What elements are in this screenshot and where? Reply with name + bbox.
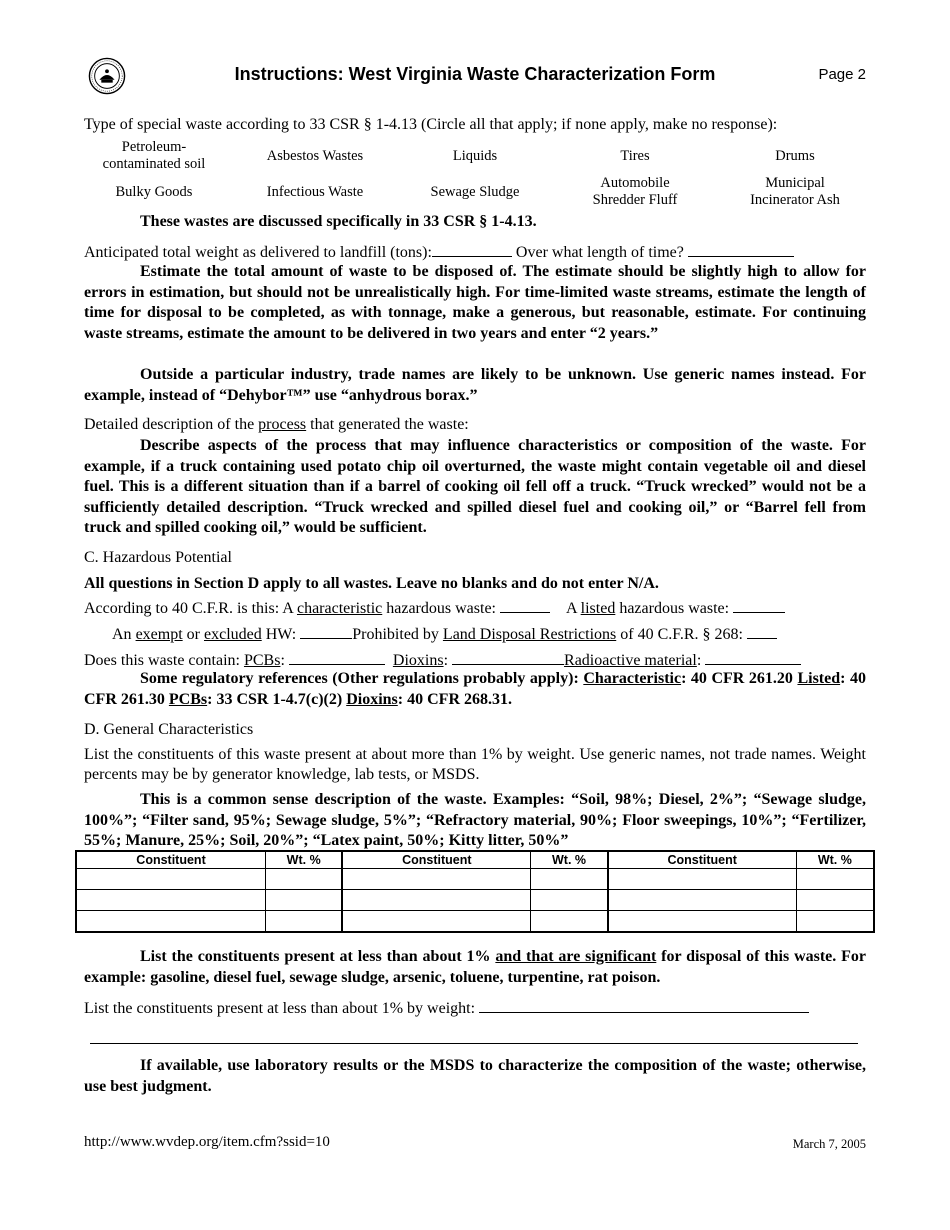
listed-field[interactable] (733, 598, 785, 613)
weight-cell[interactable] (266, 869, 343, 890)
section-c-heading: C. Hazardous Potential (84, 549, 232, 566)
below-one-percent-line: List the constituents present at less than about 1% by weight: (84, 998, 809, 1019)
section-d-heading: D. General Characteristics (84, 721, 254, 738)
constituent-table (75, 850, 875, 933)
weight-line (84, 242, 874, 263)
special-waste-option[interactable]: Liquids (452, 148, 498, 164)
exempt-field[interactable] (300, 624, 352, 639)
constituent-cell[interactable] (342, 911, 531, 933)
weight-cell[interactable] (266, 890, 343, 911)
ldr-field[interactable] (747, 624, 777, 639)
column-header: Wt. % (266, 851, 343, 869)
table-row (76, 890, 874, 911)
special-waste-option[interactable]: Asbestos Wastes (266, 148, 364, 164)
time-field[interactable] (688, 242, 794, 257)
page-number: Page 2 (818, 66, 866, 83)
constituent-cell[interactable] (608, 890, 797, 911)
special-waste-option[interactable]: Tires (620, 148, 650, 164)
hazardous-question-2: An exempt or excluded HW: Prohibited by Land Disposal Restrictions of 40 C.F.R. § 268: (112, 624, 777, 645)
weight-instructions: Estimate the total amount of waste to be disposed of. The estimate should be slightly high to allow for errors in estimation, but should not be unrealistically high. For time-limited waste streams, estimate the length of time for disposal to be completed, as with tonnage, make a generous, but reasonable, estimate. For continuing waste streams, estimate the amount to be delivered in two years and enter “2 years.” (84, 263, 866, 342)
dioxins-field[interactable] (452, 650, 564, 665)
special-waste-option[interactable]: Automobile Shredder Fluff (592, 175, 678, 208)
final-instructions: If available, use laboratory results or the MSDS to characterize the composition of the waste; otherwise, use best judgment. (84, 1057, 866, 1095)
process-label: Detailed description of the process that generated the waste: (84, 416, 469, 433)
trade-name-instructions: Outside a particular industry, trade names are likely to be unknown. Use generic names instead. For example, instead of “Dehybor™” use “anhydrous borax.” (84, 366, 866, 404)
footer-date: March 7, 2005 (792, 1137, 866, 1151)
special-waste-note: These wastes are discussed specifically in 33 CSR § 1-4.13. (140, 213, 537, 230)
pcbs-field[interactable] (289, 650, 385, 665)
regulatory-references: Some regulatory references (Other regulations probably apply): Characteristic: 40 CFR 261.20 Listed: 40 CFR 261.30 PCBs: 33 CSR 1-4.7(c)(2) Dioxins: 40 CFR 268.31. (84, 670, 866, 708)
special-waste-option[interactable]: Petroleum- contaminated soil (102, 139, 206, 172)
column-header: Constituent (342, 851, 531, 869)
table-header-row (76, 851, 874, 869)
weight-cell[interactable] (531, 890, 608, 911)
constituent-cell[interactable] (76, 890, 266, 911)
weight-label: Anticipated total weight as delivered to landfill (tons): (84, 244, 432, 261)
special-waste-option[interactable]: Drums (775, 148, 815, 164)
weight-cell[interactable] (796, 911, 874, 933)
special-waste-option[interactable]: Bulky Goods (115, 184, 193, 200)
constituent-cell[interactable] (342, 869, 531, 890)
characteristic-field[interactable] (500, 598, 550, 613)
contains-question: Does this waste contain: PCBs: Dioxins: Radioactive material: (84, 650, 801, 671)
weight-cell[interactable] (796, 869, 874, 890)
column-header: Wt. % (531, 851, 608, 869)
section-d-instructions: This is a common sense description of the waste. Examples: “Soil, 98%; Diesel, 2%”; “Sewage sludge, 100%”; “Filter sand, 95%; Sewage sludge, 5%”; “Refractory material, 90%; Floor sweepings, 10%”; “Fertilizer, 55%; Manure, 25%; Soil, 20%”; “Latex paint, 50%; Kitty litter, 50%” (84, 791, 866, 849)
radioactive-field[interactable] (705, 650, 801, 665)
special-waste-option[interactable]: Infectious Waste (266, 184, 364, 200)
below-one-percent-field-line2[interactable] (90, 1043, 858, 1044)
process-instructions: Describe aspects of the process that may influence characteristics or composition of the waste. For example, if a truck containing used potato chip oil overturned, the waste might contain vegetable oil and diesel fuel. This is a different situation than if a barrel of cooking oil fell off a truck. “Truck wrecked” would not be a sufficiently detailed description. “Truck wrecked and spilled diesel fuel and cooking oil,” or “Barrel fell from truck and spilled cooking oil,” would be sufficient. (84, 437, 866, 536)
constituent-cell[interactable] (608, 869, 797, 890)
column-header: Wt. % (796, 851, 874, 869)
special-waste-option[interactable]: Municipal Incinerator Ash (750, 175, 840, 208)
section-c-note: All questions in Section D apply to all wastes. Leave no blanks and do not enter N/A. (84, 575, 659, 592)
special-waste-prompt: Type of special waste according to 33 CSR § 1-4.13 (Circle all that apply; if none apply, make no response): (84, 116, 778, 133)
constituent-cell[interactable] (342, 890, 531, 911)
constituent-cell[interactable] (76, 911, 266, 933)
weight-field[interactable] (432, 242, 512, 257)
weight-cell[interactable] (266, 911, 343, 933)
hazardous-question-1: According to 40 C.F.R. is this: A characteristic hazardous waste: A listed hazardous waste: (84, 598, 785, 619)
column-header: Constituent (76, 851, 266, 869)
below-one-percent-field[interactable] (479, 998, 809, 1013)
special-waste-option[interactable]: Sewage Sludge (430, 184, 520, 200)
section-d-text: List the constituents of this waste present at about more than 1% by weight. Use generic names, not trade names. Weight percents may be by generator knowledge, lab tests, or MSDS. (84, 746, 866, 783)
weight-cell[interactable] (531, 869, 608, 890)
footer-url[interactable]: http://www.wvdep.org/item.cfm?ssid=10 (84, 1134, 330, 1150)
page-title: Instructions: West Virginia Waste Characterization Form (234, 64, 716, 84)
below-one-percent-instructions: List the constituents present at less than about 1% and that are significant for disposal of this waste. For example: gasoline, diesel fuel, sewage sludge, arsenic, toluene, turpentine, rat poison. (84, 948, 867, 986)
weight-cell[interactable] (531, 911, 608, 933)
column-header: Constituent (608, 851, 797, 869)
constituent-cell[interactable] (608, 911, 797, 933)
constituent-cell[interactable] (76, 869, 266, 890)
table-row (76, 911, 874, 933)
weight-cell[interactable] (796, 890, 874, 911)
table-row (76, 869, 874, 890)
time-label: Over what length of time? (515, 244, 684, 261)
